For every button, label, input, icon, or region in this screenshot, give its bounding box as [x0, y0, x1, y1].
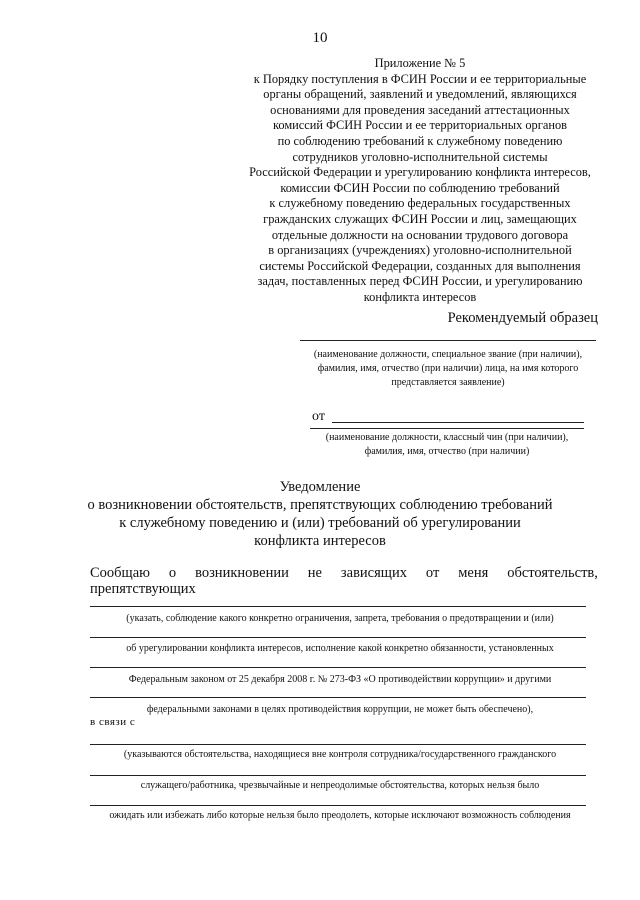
notice-title-line: к служебному поведению и (или) требований об урегулировании	[119, 515, 521, 531]
sender-caption-line: (наименование должности, классный чин (при наличии),	[325, 432, 569, 443]
addressee-caption	[298, 348, 598, 390]
appendix-line: к служебному поведению федеральных государственных	[269, 196, 571, 211]
paragraph-word: меня	[458, 565, 489, 581]
form-fill-line	[90, 775, 586, 776]
appendix-line: отдельные должности на основании трудового договора	[271, 227, 569, 242]
appendix-line: сотрудников уголовно-исполнительной системы	[292, 149, 548, 164]
sender-fill-line-2	[310, 428, 584, 429]
appendix-line: Приложение № 5	[374, 56, 466, 70]
appendix-line: основаниями для проведения заседаний аттестационных	[270, 102, 570, 117]
form-caption: Федеральным законом от 25 декабря 2008 г. № 273-ФЗ «О противодействии коррупции» и другими	[128, 674, 552, 685]
form-fill-line	[90, 744, 586, 745]
sender-caption-line: фамилия, имя, отчество (при наличии)	[364, 446, 530, 457]
paragraph-word: возникновении	[195, 565, 289, 581]
appendix-header	[230, 56, 610, 306]
notice-title	[0, 478, 640, 550]
paragraph-word: не	[307, 565, 322, 581]
form-fill-line	[90, 637, 586, 638]
appendix-line: к Порядку поступления в ФСИН России и ее территориальные	[253, 71, 587, 86]
appendix-line: гражданских служащих ФСИН России и лиц, замещающих	[263, 211, 577, 226]
form-caption: служащего/работника, чрезвычайные и непреодолимые обстоятельства, которых нельзя было	[140, 780, 540, 791]
notice-title-line: конфликта интересов	[254, 533, 386, 549]
appendix-line: конфликта интересов	[363, 289, 477, 304]
appendix-line: Российской Федерации и урегулированию конфликта интересов,	[249, 165, 591, 180]
paragraph-line: препятствующих	[90, 581, 196, 597]
addressee-caption-line: представляется заявление)	[391, 377, 505, 388]
recommended-sample-label: Рекомендуемый образец	[447, 310, 598, 326]
paragraph-word: обстоятельств,	[507, 565, 598, 581]
form-fill-line	[90, 667, 586, 668]
appendix-line: задач, поставленных перед ФСИН России, и урегулированию	[257, 274, 583, 289]
form-fill-line	[90, 606, 586, 607]
in-connection-label: в связи с	[90, 716, 136, 728]
paragraph-line	[90, 565, 598, 581]
appendix-line: по соблюдению требований к служебному поведению	[277, 133, 563, 148]
addressee-caption-line: (наименование должности, специальное звание (при наличии),	[313, 349, 583, 360]
paragraph-word: зависящих	[340, 565, 407, 581]
appendix-line: комиссий ФСИН России и ее территориальных органов	[272, 118, 568, 133]
form-caption: (указываются обстоятельства, находящиеся вне контроля сотрудника/государственного гражданского	[123, 749, 557, 760]
form-caption: ожидать или избежать либо которые нельзя было преодолеть, которые исключают возможность соблюдения	[109, 810, 571, 821]
form-caption: федеральными законами в целях противодействия коррупции, не может быть обеспечено),	[146, 704, 534, 715]
notice-paragraph	[90, 565, 598, 597]
form-fill-line	[90, 805, 586, 806]
form-caption: (указать, соблюдение какого конкретно ограничения, запрета, требования о предотвращении и (или)	[126, 613, 554, 624]
paragraph-word: от	[425, 565, 440, 581]
form-caption: об урегулировании конфликта интересов, исполнение какой конкретно обязанности, установленных	[126, 643, 554, 654]
appendix-line: комиссии ФСИН России по соблюдению требований	[280, 180, 560, 195]
addressee-fill-line	[300, 340, 596, 341]
from-label: от	[312, 409, 325, 424]
addressee-caption-line: фамилия, имя, отчество (при наличии) лица, на имя которого	[317, 363, 579, 374]
appendix-line: в организациях (учреждениях) уголовно-исполнительной	[268, 243, 572, 258]
paragraph-word: о	[168, 565, 177, 581]
form-fill-line	[90, 697, 586, 698]
sender-caption	[305, 431, 589, 459]
notice-title-line: о возникновении обстоятельств, препятствующих соблюдению требований	[87, 497, 553, 513]
notice-title-line: Уведомление	[279, 479, 361, 495]
paragraph-word: Сообщаю	[90, 565, 150, 581]
sender-fill-line	[332, 422, 584, 423]
page-number: 10	[312, 30, 328, 46]
appendix-line: системы Российской Федерации, созданных для выполнения	[259, 258, 581, 273]
appendix-line: органы обращений, заявлений и уведомлений, являющихся	[263, 87, 577, 102]
